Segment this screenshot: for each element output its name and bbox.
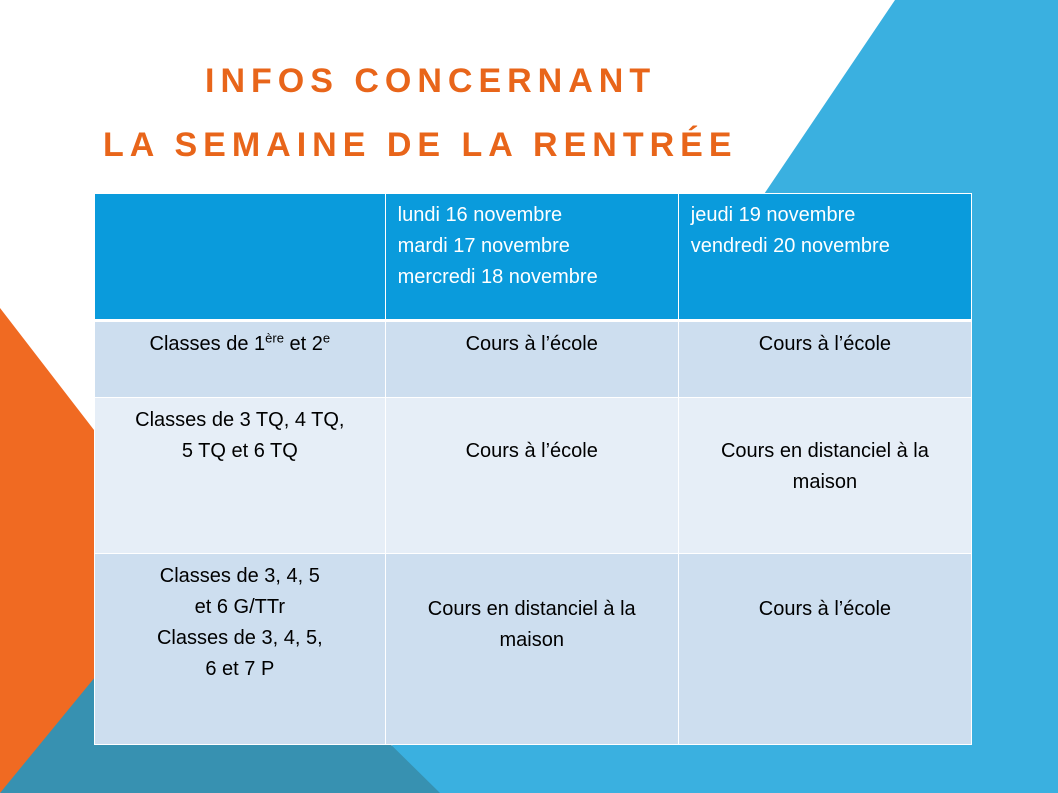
row-label-line: 5 TQ et 6 TQ: [181, 440, 298, 462]
row-label-line: et 6 G/TTr: [194, 596, 285, 618]
row-label-text: Classes de 1: [149, 333, 266, 355]
schedule-table: [94, 193, 972, 745]
row-label-line: Classes de 3, 4, 5,: [156, 627, 323, 649]
header-dates-week-part-1: [385, 194, 678, 321]
row-label-superscript: e: [322, 330, 331, 346]
schedule-cell-line: Cours en distanciel à la: [720, 440, 929, 462]
table-row: [95, 398, 972, 554]
header-dates-week-part-2: [678, 194, 971, 321]
row-label-line: Classes de 3 TQ, 4 TQ,: [135, 409, 345, 431]
header-date: mardi 17 novembre: [397, 235, 570, 257]
schedule-cell-line: maison: [792, 471, 858, 493]
schedule-cell: Cours à l’école: [385, 398, 678, 554]
row-label: [95, 554, 386, 745]
row-label-line: 6 et 7 P: [205, 658, 275, 680]
title-line-2: LA SEMAINE DE LA RENTRÉE: [103, 126, 738, 164]
table-header-row: [95, 194, 972, 321]
header-date: vendredi 20 novembre: [690, 235, 890, 257]
schedule-cell-line: Cours en distanciel à la: [427, 598, 636, 620]
schedule-cell: Cours à l’école: [678, 554, 971, 745]
row-label: [95, 321, 386, 398]
row-label-superscript: ère: [265, 330, 284, 346]
table-row: [95, 554, 972, 745]
schedule-cell: [678, 398, 971, 554]
schedule-cell: Cours à l’école: [385, 321, 678, 398]
table-row: [95, 321, 972, 398]
schedule-cell-line: maison: [499, 629, 564, 651]
header-date: mercredi 18 novembre: [397, 266, 598, 288]
row-label: [95, 398, 386, 554]
row-label-line: Classes de 3, 4, 5: [159, 565, 320, 587]
header-date: lundi 16 novembre: [397, 204, 563, 226]
row-label-text: et 2: [283, 333, 323, 355]
schedule-cell: Cours à l’école: [678, 321, 971, 398]
header-empty-cell: [95, 194, 386, 321]
header-date: jeudi 19 novembre: [690, 204, 856, 226]
schedule-cell: [385, 554, 678, 745]
title-line-1: INFOS CONCERNANT: [205, 62, 657, 100]
